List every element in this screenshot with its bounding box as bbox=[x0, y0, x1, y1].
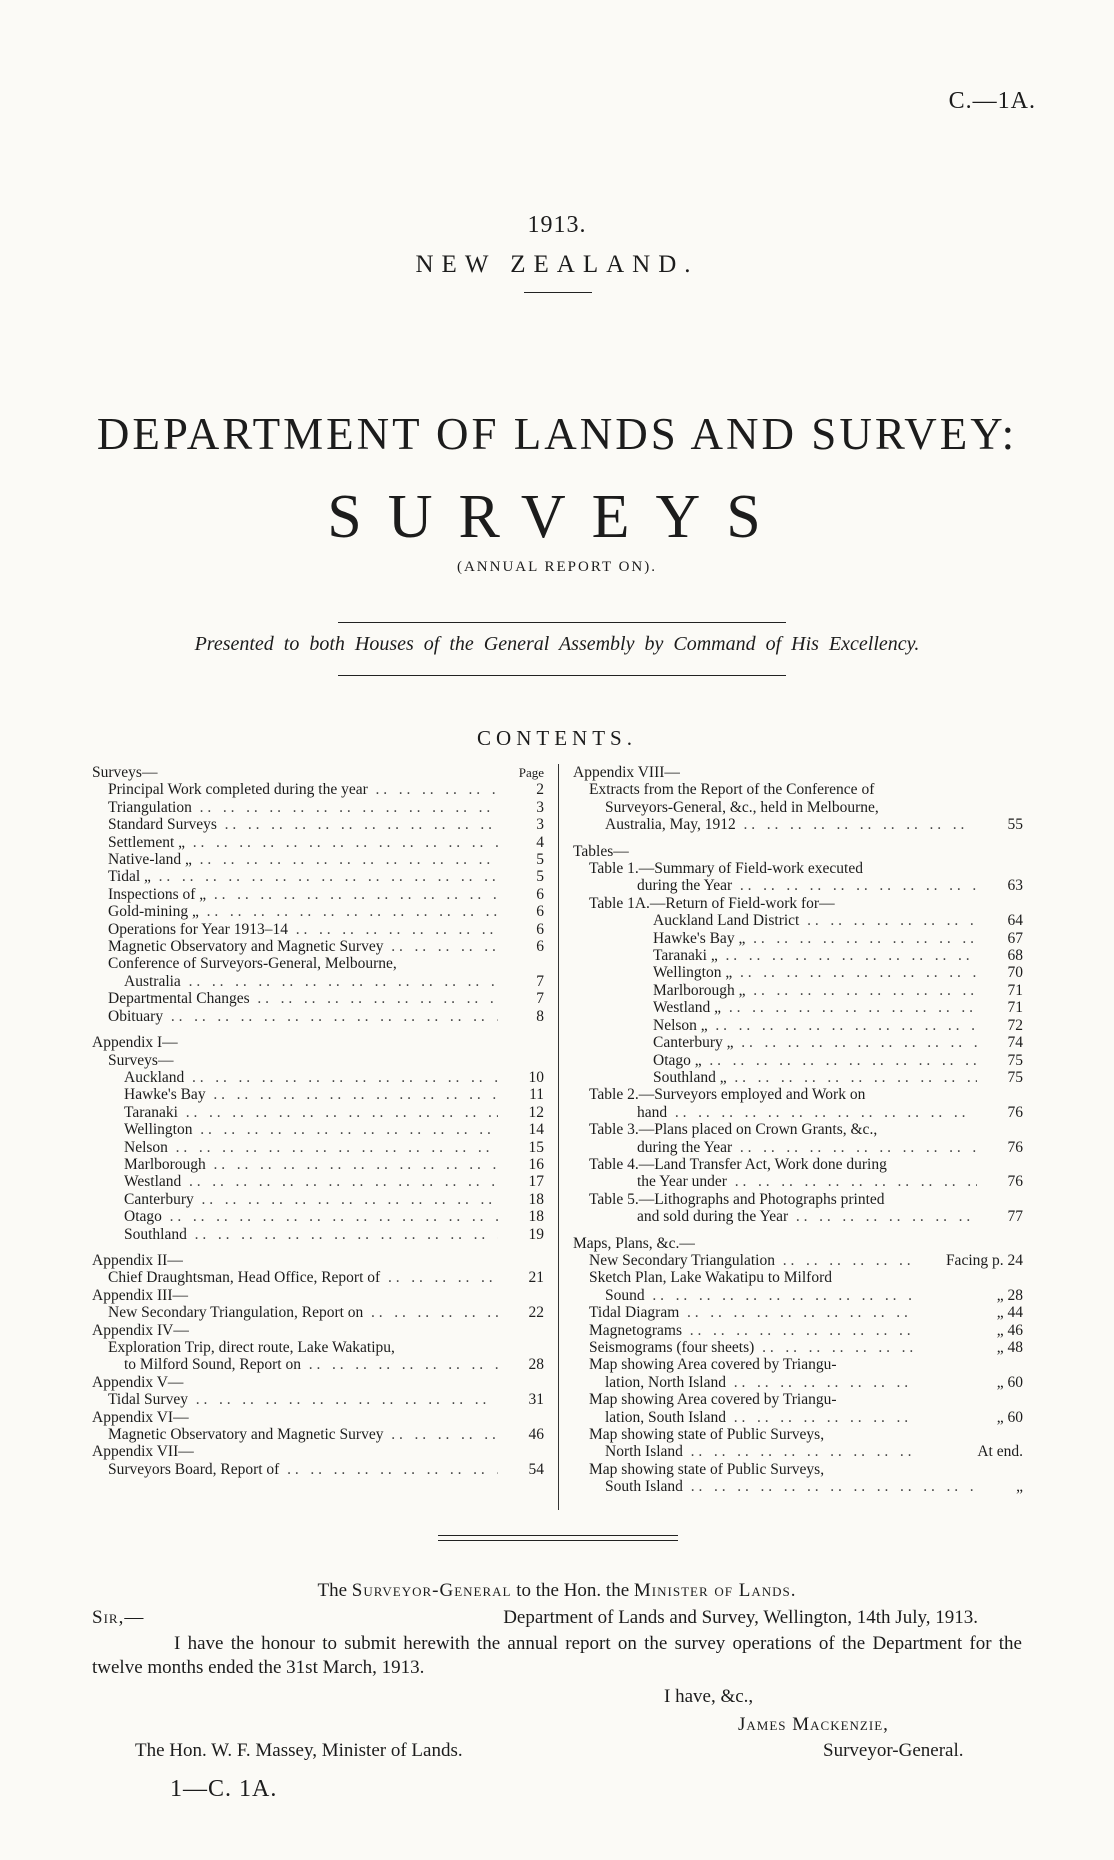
contents-section-heading bbox=[92, 1322, 544, 1339]
contents-entry-page: 7 bbox=[536, 990, 544, 1008]
contents-section-label: Appendix I— bbox=[92, 1034, 178, 1052]
contents-entry-page: 17 bbox=[528, 1173, 544, 1191]
contents-entry bbox=[92, 834, 544, 851]
letter-to: Minister of Lands. bbox=[633, 1580, 797, 1601]
contents-entry bbox=[573, 1304, 1023, 1321]
section-separator bbox=[438, 1540, 678, 1541]
contents-entry-title: Nelson „ . . bbox=[653, 1017, 977, 1034]
contents-entry-title: Surveys— bbox=[108, 1051, 174, 1069]
document-year: 1913. bbox=[527, 212, 587, 238]
contents-entry bbox=[573, 1409, 1023, 1426]
contents-entry-page: 28 bbox=[528, 1356, 544, 1374]
contents-entry bbox=[92, 1104, 544, 1121]
contents-section-heading bbox=[92, 1252, 544, 1269]
contents-entry-page: 5 bbox=[536, 868, 544, 886]
contents-entry-page: 71 bbox=[1007, 999, 1023, 1017]
letter-place-date: Department of Lands and Survey, Wellington, 14th July, 1913. bbox=[503, 1607, 978, 1628]
contents-heading: CONTENTS. bbox=[477, 726, 637, 750]
contents-entry bbox=[573, 1339, 1023, 1356]
contents-entry bbox=[92, 1356, 544, 1373]
letter-addressee: The Hon. W. F. Massey, Minister of Lands. bbox=[135, 1740, 463, 1761]
letter-signer: James Mackenzie, bbox=[738, 1714, 889, 1735]
contents-entry bbox=[92, 1086, 544, 1103]
contents-section-heading bbox=[92, 1287, 544, 1304]
contents-entry bbox=[573, 1052, 1023, 1069]
contents-entry bbox=[92, 990, 544, 1007]
contents-entry bbox=[92, 1052, 544, 1069]
contents-entry bbox=[573, 912, 1023, 929]
contents-entry-title: Table 2.—Surveyors employed and Work on bbox=[589, 1086, 866, 1104]
contents-entry-title: Table 3.—Plans placed on Crown Grants, &c., bbox=[589, 1121, 878, 1139]
contents-entry-page: 76 bbox=[1007, 1138, 1023, 1156]
contents-entry bbox=[92, 1121, 544, 1138]
contents-entry-page: „ 48 bbox=[996, 1339, 1023, 1356]
contents-entry-page: 4 bbox=[536, 833, 544, 851]
contents-left-column bbox=[92, 764, 544, 1478]
contents-entry-title: lation, South Island . . bbox=[605, 1409, 913, 1426]
contents-entry-title: North Island . . bbox=[605, 1443, 913, 1460]
contents-section-label: Appendix VII— bbox=[92, 1443, 194, 1461]
contents-entry-page: 31 bbox=[528, 1391, 544, 1409]
contents-entry-title: Settlement „ . . bbox=[108, 834, 498, 851]
contents-entry-title: Exploration Trip, direct route, Lake Wakatipu, bbox=[108, 1339, 395, 1356]
report-title: SURVEYS bbox=[327, 483, 787, 551]
contents-section-label: Appendix II— bbox=[92, 1251, 183, 1269]
contents-entry-title: Southland . . bbox=[124, 1226, 498, 1243]
contents-entry-page: 12 bbox=[528, 1103, 544, 1121]
contents-entry bbox=[92, 868, 544, 885]
contents-entry-title: Magnetic Observatory and Magnetic Survey . . bbox=[108, 938, 498, 955]
contents-entry-title: Taranaki „ . . bbox=[653, 947, 977, 964]
contents-entry bbox=[573, 1086, 1023, 1103]
contents-entry-title: Marlborough „ . . bbox=[653, 982, 977, 999]
contents-gap bbox=[573, 1226, 1023, 1235]
contents-entry-title: Table 5.—Lithographs and Photographs printed bbox=[589, 1190, 885, 1208]
contents-entry-title: Standard Surveys . . bbox=[108, 816, 498, 833]
contents-entry bbox=[573, 964, 1023, 981]
contents-section-label: Appendix VIII— bbox=[573, 764, 680, 781]
contents-entry-title: Chief Draughtsman, Head Office, Report of . . bbox=[108, 1269, 498, 1286]
contents-section-heading bbox=[92, 1374, 544, 1391]
contents-section-heading bbox=[92, 1443, 544, 1460]
contents-entry-title: Canterbury „ . . bbox=[653, 1034, 977, 1051]
contents-entry-title: Canterbury . . bbox=[124, 1191, 498, 1208]
contents-entry-title: Table 1.—Summary of Field-work executed bbox=[589, 860, 863, 878]
contents-entry bbox=[92, 1226, 544, 1243]
contents-entry-title: Surveyors-General, &c., held in Melbourne, bbox=[605, 798, 879, 816]
contents-entry-title: Wellington . . bbox=[124, 1121, 498, 1138]
contents-entry-title: Hawke's Bay . . bbox=[124, 1086, 498, 1103]
contents-gap bbox=[573, 834, 1023, 843]
contents-entry-title: Table 4.—Land Transfer Act, Work done during bbox=[589, 1155, 887, 1173]
contents-entry-page: 18 bbox=[528, 1190, 544, 1208]
title-divider bbox=[524, 292, 592, 293]
contents-entry bbox=[573, 1322, 1023, 1339]
contents-entry-page: 72 bbox=[1007, 1016, 1023, 1034]
contents-entry bbox=[92, 1339, 544, 1356]
contents-entry bbox=[573, 1121, 1023, 1138]
contents-entry-title: Obituary . . bbox=[108, 1008, 498, 1025]
contents-entry-title: Westland „ . . bbox=[653, 999, 977, 1016]
footer-reference: 1—C. 1A. bbox=[170, 1776, 278, 1802]
contents-entry-title: Gold-mining „ . . bbox=[108, 903, 498, 920]
contents-entry-title: Wellington „ . . bbox=[653, 964, 977, 981]
contents-column-divider bbox=[558, 764, 559, 1510]
contents-entry bbox=[92, 1191, 544, 1208]
contents-entry-page: 19 bbox=[528, 1225, 544, 1243]
contents-entry-title: Tidal Diagram . . bbox=[589, 1304, 913, 1321]
contents-entry-title: Southland „ . . bbox=[653, 1069, 977, 1086]
contents-entry-page: 75 bbox=[1007, 1068, 1023, 1086]
contents-entry bbox=[573, 1356, 1023, 1373]
contents-entry-page: 6 bbox=[536, 885, 544, 903]
contents-entry bbox=[573, 1139, 1023, 1156]
contents-entry-title: Native-land „ . . bbox=[108, 851, 498, 868]
contents-entry bbox=[92, 1304, 544, 1321]
contents-entry-title: Operations for Year 1913–14 . . bbox=[108, 921, 498, 938]
contents-entry bbox=[92, 921, 544, 938]
contents-entry-page: 67 bbox=[1007, 929, 1023, 947]
contents-section-heading bbox=[92, 1034, 544, 1051]
contents-entry bbox=[92, 886, 544, 903]
contents-entry-title: Nelson . . bbox=[124, 1139, 498, 1156]
contents-entry-page: 15 bbox=[528, 1138, 544, 1156]
contents-entry bbox=[573, 1069, 1023, 1086]
contents-entry-page: 71 bbox=[1007, 981, 1023, 999]
contents-entry-page: 76 bbox=[1007, 1103, 1023, 1121]
contents-entry-page: 18 bbox=[528, 1208, 544, 1226]
contents-entry-page: „ bbox=[1016, 1478, 1023, 1496]
contents-entry bbox=[92, 851, 544, 868]
contents-entry-title: Magnetograms . . bbox=[589, 1322, 913, 1339]
contents-entry-title: Westland . . bbox=[124, 1173, 498, 1190]
letter-heading bbox=[0, 1580, 1114, 1602]
contents-entry-title: Map showing Area covered by Triangu- bbox=[589, 1391, 837, 1409]
contents-entry-title: Map showing state of Public Surveys, bbox=[589, 1460, 825, 1478]
contents-entry-page: 7 bbox=[536, 972, 544, 990]
contents-entry-title: Table 1A.—Return of Field-work for— bbox=[589, 894, 835, 912]
contents-entry-title: Map showing Area covered by Triangu- bbox=[589, 1356, 837, 1374]
contents-entry-title: Principal Work completed during the year . . bbox=[108, 781, 498, 798]
contents-entry-page: 55 bbox=[1007, 816, 1023, 834]
presented-bottom-rule bbox=[338, 675, 786, 676]
contents-entry-title: Auckland . . bbox=[124, 1069, 498, 1086]
contents-entry-title: South Island . . bbox=[605, 1478, 977, 1495]
presented-top-rule bbox=[338, 622, 786, 623]
contents-entry-page: 3 bbox=[536, 816, 544, 834]
contents-entry-page: „ 28 bbox=[996, 1286, 1023, 1304]
contents-section-label: Appendix IV— bbox=[92, 1321, 189, 1339]
letter-signer-title: Surveyor-General. bbox=[823, 1740, 964, 1761]
contents-entry-page: 2 bbox=[536, 781, 544, 799]
contents-section-heading bbox=[92, 1409, 544, 1426]
contents-section-label: Surveys— bbox=[92, 764, 158, 781]
contents-section-heading bbox=[573, 1235, 1023, 1252]
contents-entry bbox=[92, 1156, 544, 1173]
contents-entry-title: Auckland Land District . . bbox=[653, 912, 977, 929]
department-heading: DEPARTMENT OF LANDS AND SURVEY: bbox=[96, 409, 1018, 459]
contents-entry-page: 64 bbox=[1007, 912, 1023, 930]
contents-entry bbox=[573, 930, 1023, 947]
letter-closing: I have, &c., bbox=[664, 1686, 754, 1707]
contents-entry-title: Taranaki . . bbox=[124, 1104, 498, 1121]
contents-entry-page: 75 bbox=[1007, 1051, 1023, 1069]
report-subtitle: (ANNUAL REPORT ON). bbox=[456, 559, 657, 575]
contents-entry-title: Conference of Surveyors-General, Melbourne, bbox=[108, 955, 397, 973]
contents-entry-title: to Milford Sound, Report on . . bbox=[124, 1356, 498, 1373]
contents-entry bbox=[92, 903, 544, 920]
contents-entry-title: Sketch Plan, Lake Wakatipu to Milford bbox=[589, 1269, 832, 1287]
contents-entry-title: New Secondary Triangulation, Report on . . bbox=[108, 1304, 498, 1321]
contents-entry-title: Map showing state of Public Surveys, bbox=[589, 1426, 825, 1444]
contents-entry-page: 70 bbox=[1007, 964, 1023, 982]
contents-entry bbox=[92, 955, 544, 972]
contents-entry bbox=[92, 1426, 544, 1443]
contents-section-label: Maps, Plans, &c.— bbox=[573, 1234, 695, 1252]
contents-entry-title: Australia, May, 1912 . . bbox=[605, 816, 977, 833]
letter-body: I have the honour to submit herewith the annual report on the survey operations of the Department for the twelve months ended the 31st March, 1913. bbox=[92, 1633, 1022, 1678]
contents-entry bbox=[92, 973, 544, 990]
contents-entry-title: hand . . bbox=[637, 1104, 977, 1121]
contents-entry-page: Facing p. 24 bbox=[945, 1251, 1023, 1269]
contents-entry-page: 6 bbox=[536, 938, 544, 956]
contents-entry bbox=[573, 816, 1023, 833]
contents-entry bbox=[573, 1017, 1023, 1034]
contents-entry bbox=[573, 1269, 1023, 1286]
contents-section-heading bbox=[573, 843, 1023, 860]
contents-entry bbox=[92, 1208, 544, 1225]
contents-entry-title: during the Year . . bbox=[637, 1139, 977, 1156]
contents-entry-page: 22 bbox=[528, 1304, 544, 1322]
contents-entry bbox=[92, 1008, 544, 1025]
letter-from: Surveyor-General bbox=[351, 1580, 512, 1601]
presented-statement: Presented to both Houses of the General Assembly by Command of His Excellency. bbox=[194, 633, 920, 655]
contents-gap bbox=[92, 1025, 544, 1034]
contents-entry-title: and sold during the Year . . bbox=[637, 1208, 977, 1225]
contents-entry-title: New Secondary Triangulation . . bbox=[589, 1252, 913, 1269]
contents-entry-page: 68 bbox=[1007, 947, 1023, 965]
contents-entry bbox=[573, 799, 1023, 816]
contents-section-heading bbox=[573, 764, 1023, 781]
contents-entry bbox=[573, 1156, 1023, 1173]
contents-entry-title: Surveyors Board, Report of . . bbox=[108, 1461, 498, 1478]
contents-entry-page: 21 bbox=[528, 1269, 544, 1287]
contents-entry-page: 76 bbox=[1007, 1173, 1023, 1191]
contents-section-label: Appendix V— bbox=[92, 1373, 184, 1391]
letter-salutation: Sir,— bbox=[92, 1607, 145, 1628]
contents-entry bbox=[573, 1287, 1023, 1304]
contents-entry bbox=[92, 781, 544, 798]
contents-section-label: Tables— bbox=[573, 842, 629, 860]
contents-entry-title: Tidal Survey . . bbox=[108, 1391, 498, 1408]
contents-entry bbox=[92, 1391, 544, 1408]
contents-entry bbox=[92, 816, 544, 833]
contents-entry-title: the Year under . . bbox=[637, 1173, 977, 1190]
contents-entry bbox=[92, 1461, 544, 1478]
contents-entry-page: 5 bbox=[536, 851, 544, 869]
letter-heading-mid: to the Hon. the bbox=[516, 1580, 630, 1601]
contents-page-label: Page bbox=[518, 765, 544, 780]
contents-entry-title: Departmental Changes . . bbox=[108, 990, 498, 1007]
contents-entry bbox=[92, 1173, 544, 1190]
contents-section-heading bbox=[92, 764, 544, 781]
contents-entry bbox=[573, 1252, 1023, 1269]
contents-right-column bbox=[573, 764, 1023, 1496]
contents-entry bbox=[573, 895, 1023, 912]
contents-entry bbox=[573, 1191, 1023, 1208]
contents-entry bbox=[573, 1426, 1023, 1443]
contents-entry-page: 77 bbox=[1007, 1208, 1023, 1226]
contents-entry-title: Triangulation . . bbox=[108, 799, 498, 816]
contents-entry-title: Otago . . bbox=[124, 1208, 498, 1225]
contents-entry bbox=[573, 1034, 1023, 1051]
contents-entry-page: At end. bbox=[977, 1443, 1023, 1461]
contents-entry-title: Australia . . bbox=[124, 973, 498, 990]
contents-entry-page: 3 bbox=[536, 798, 544, 816]
contents-entry-title: Tidal „ . . bbox=[108, 868, 498, 885]
contents-entry bbox=[573, 781, 1023, 798]
contents-entry-page: 16 bbox=[528, 1155, 544, 1173]
contents-entry bbox=[573, 1208, 1023, 1225]
document-reference: C.—1A. bbox=[948, 88, 1036, 114]
contents-entry-title: Sound . . bbox=[605, 1287, 913, 1304]
contents-entry-title: Extracts from the Report of the Conference of bbox=[589, 781, 875, 799]
contents-entry-page: 74 bbox=[1007, 1034, 1023, 1052]
contents-entry bbox=[573, 1173, 1023, 1190]
contents-entry-title: during the Year . . bbox=[637, 877, 977, 894]
contents-entry-page: 54 bbox=[528, 1460, 544, 1478]
contents-gap bbox=[92, 1243, 544, 1252]
contents-entry-page: 14 bbox=[528, 1121, 544, 1139]
contents-entry bbox=[573, 1443, 1023, 1460]
contents-entry-page: 6 bbox=[536, 920, 544, 938]
contents-entry-page: 8 bbox=[536, 1007, 544, 1025]
contents-entry-title: Seismograms (four sheets) . . bbox=[589, 1339, 913, 1356]
contents-entry bbox=[573, 1391, 1023, 1408]
contents-entry bbox=[573, 947, 1023, 964]
contents-entry-page: 11 bbox=[529, 1086, 544, 1104]
contents-entry-page: „ 46 bbox=[996, 1321, 1023, 1339]
contents-entry-page: 10 bbox=[528, 1068, 544, 1086]
contents-entry-page: 63 bbox=[1007, 877, 1023, 895]
contents-entry bbox=[92, 1269, 544, 1286]
contents-entry-title: Magnetic Observatory and Magnetic Survey . . bbox=[108, 1426, 498, 1443]
contents-entry-page: 46 bbox=[528, 1426, 544, 1444]
contents-entry bbox=[573, 999, 1023, 1016]
contents-entry bbox=[573, 860, 1023, 877]
contents-entry-page: „ 60 bbox=[996, 1373, 1023, 1391]
contents-entry bbox=[573, 1478, 1023, 1495]
contents-entry bbox=[92, 1139, 544, 1156]
contents-section-label: Appendix III— bbox=[92, 1286, 188, 1304]
contents-entry bbox=[92, 938, 544, 955]
country-heading: NEW ZEALAND. bbox=[415, 251, 699, 278]
contents-entry bbox=[92, 1069, 544, 1086]
section-separator bbox=[438, 1535, 678, 1536]
contents-entry bbox=[573, 982, 1023, 999]
contents-entry-title: Otago „ . . bbox=[653, 1052, 977, 1069]
contents-entry-page: „ 60 bbox=[996, 1408, 1023, 1426]
contents-entry-title: lation, North Island . . bbox=[605, 1374, 913, 1391]
contents-entry-title: Hawke's Bay „ . . bbox=[653, 930, 977, 947]
contents-entry bbox=[573, 1104, 1023, 1121]
contents-entry bbox=[573, 877, 1023, 894]
contents-entry-page: „ 44 bbox=[996, 1304, 1023, 1322]
letter-heading-pre: The bbox=[317, 1580, 348, 1601]
contents-entry bbox=[573, 1374, 1023, 1391]
contents-entry-title: Inspections of „ . . bbox=[108, 886, 498, 903]
contents-section-label: Appendix VI— bbox=[92, 1408, 189, 1426]
contents-entry-page: 6 bbox=[536, 903, 544, 921]
contents-entry bbox=[573, 1461, 1023, 1478]
contents-entry-title: Marlborough . . bbox=[124, 1156, 498, 1173]
contents-entry bbox=[92, 799, 544, 816]
